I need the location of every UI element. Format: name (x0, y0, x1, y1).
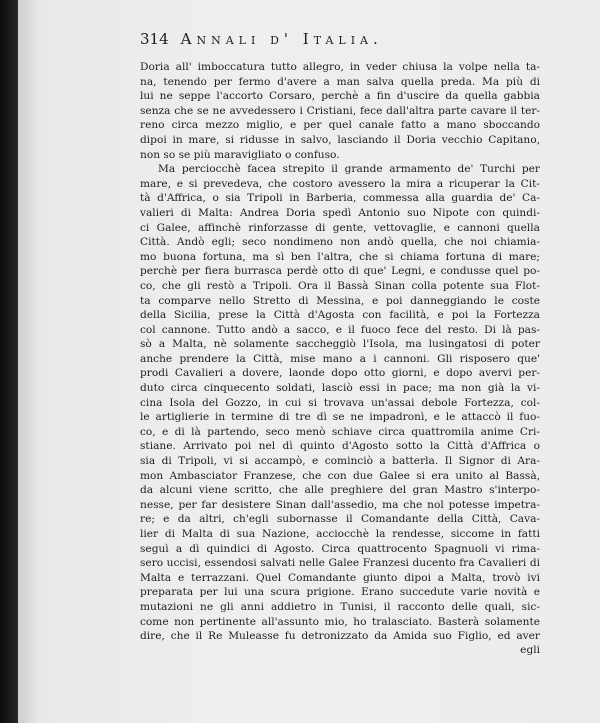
text-line: le artiglierie in termine di tre dì se ne impadronì, e le attaccò il fuo- (140, 411, 540, 424)
running-head: Annali d' Italia. (180, 30, 383, 48)
text-line: Ma perciocchè facea strepito il grande armamento de' Turchi per (158, 163, 540, 176)
catchword: egli (520, 643, 540, 656)
text-line: mo buona fortuna, ma sì ben l'altra, che si chiama fortuna di mare; (140, 250, 540, 263)
text-line: Città. Andò egli; seco nondimeno non andò quella, che noi chiamia- (140, 236, 540, 249)
body-text (140, 60, 540, 644)
text-line: perchè per fiera burrasca perdè otto di que' Legni, e condusse quel po- (140, 265, 540, 278)
text-line: co, e di là partendo, seco menò schiave circa quattromila anime Cri- (140, 425, 540, 438)
page-header (140, 30, 540, 54)
text-line: da alcuni viene scritto, che alle preghiere del gran Mastro s'interpo- (140, 484, 540, 497)
text-line: non so se più maravigliato o confuso. (140, 148, 340, 161)
scan-edge-shadow (0, 0, 20, 723)
text-line: re; e da altri, ch'egli subornasse il Comandante della Città, Cava- (140, 513, 540, 526)
text-line: nesse, per far desistere Sinan dall'assedio, ma che nol potesse impetra- (140, 498, 540, 511)
text-line: Doria all' imboccatura tutto allegro, in veder chiusa la volpe nella ta- (140, 61, 540, 73)
text-line: mutazioni ne gli anni addietro in Tunisi, il racconto delle quali, sic- (140, 600, 540, 613)
text-line: col cannone. Tutto andò a sacco, e il fuoco fece del resto. Di là pas- (140, 323, 540, 336)
text-line: dire, che il Re Muleasse fu detronizzato da Amida suo Figlio, ed aver (140, 630, 540, 643)
text-line: lui ne seppe l'accorto Corsaro, perchè a fin d'uscire da quella gabbia (140, 90, 540, 103)
text-line: sia di Tripoli, vi si accampò, e cominciò a batterla. Il Signor di Ara- (140, 455, 540, 468)
text-line: Malta e terrazzani. Quel Comandante giunto dipoi a Malta, trovò ivi (140, 571, 540, 584)
text-line: anche prendere la Città, mise mano a i cannoni. Gli risposero que' (140, 352, 540, 365)
text-line: prodi Cavalieri a dovere, laonde dopo otto giorni, e dopo avervi per- (140, 367, 540, 380)
text-line: mon Ambasciator Franzese, che con due Galee si era unito al Bassà, (140, 469, 540, 482)
text-line: della Sicilia, prese la Città d'Agosta con facilità, e poi la Fortezza (140, 309, 540, 322)
text-line: dipoi in mare, si ridusse in salvo, lasciando il Doria vecchio Capitano, (140, 133, 540, 146)
text-line: come non pertinente all'assunto mio, ho tralasciato. Basterà solamente (140, 615, 540, 628)
page-number: 314 (140, 30, 169, 48)
text-line: ta comparve nello Stretto di Messina, e poi danneggiando le coste (140, 294, 540, 307)
text-line: lier di Malta di sua Nazione, acciocchè la rendesse, siccome in fatti (140, 528, 540, 540)
text-line: sò a Malta, nè solamente saccheggiò l'Isola, ma lusingatosi di poter (140, 338, 540, 351)
text-line: cina Isola del Gozzo, in cui si trovava un'assai debole Fortezza, col- (140, 396, 540, 409)
book-page (18, 0, 600, 723)
text-line: ci Galee, affinchè rinforzasse di gente, vettovaglie, e cannoni quella (140, 221, 540, 234)
page-content (140, 30, 540, 656)
text-line: tà d'Affrica, o sia Tripoli in Barberia, commessa alla guardia de' Ca- (140, 192, 540, 205)
text-line: mare, e si prevedeva, che costoro avessero la mira a ricuperar la Cit- (140, 177, 540, 190)
text-line: sero uccisi, essendosi salvati nelle Galee Franzesi ducento fra Cavalieri di (140, 557, 540, 570)
text-line: reno circa mezzo miglio, e per quel canale fatto a mano sboccando (140, 119, 540, 132)
text-line: co, che gli restò a Tripoli. Ora il Bassà Sinan colla potente sua Flot- (140, 279, 540, 292)
text-line: senza che se ne avvedessero i Cristiani, fece dall'altra parte cavare il ter- (140, 104, 540, 117)
text-line: preparata per lui una scura prigione. Erano succedute varie novità e (140, 586, 540, 599)
text-line: na, tenendo per fermo d'avere a man salva quella preda. Ma più di (140, 75, 540, 88)
text-line: valieri di Malta: Andrea Doria spedì Antonio suo Nipote con quindi- (140, 206, 540, 219)
text-line: duto circa cinquecento soldati, lasciò essi in pace; ma non già la vi- (140, 382, 540, 395)
text-line: stiane. Arrivato poi nel dì quinto d'Agosto sotto la Città d'Affrica o (140, 440, 540, 453)
text-line: seguì a dì quindici di Agosto. Circa quattrocento Spagnuoli vi rima- (140, 542, 540, 555)
